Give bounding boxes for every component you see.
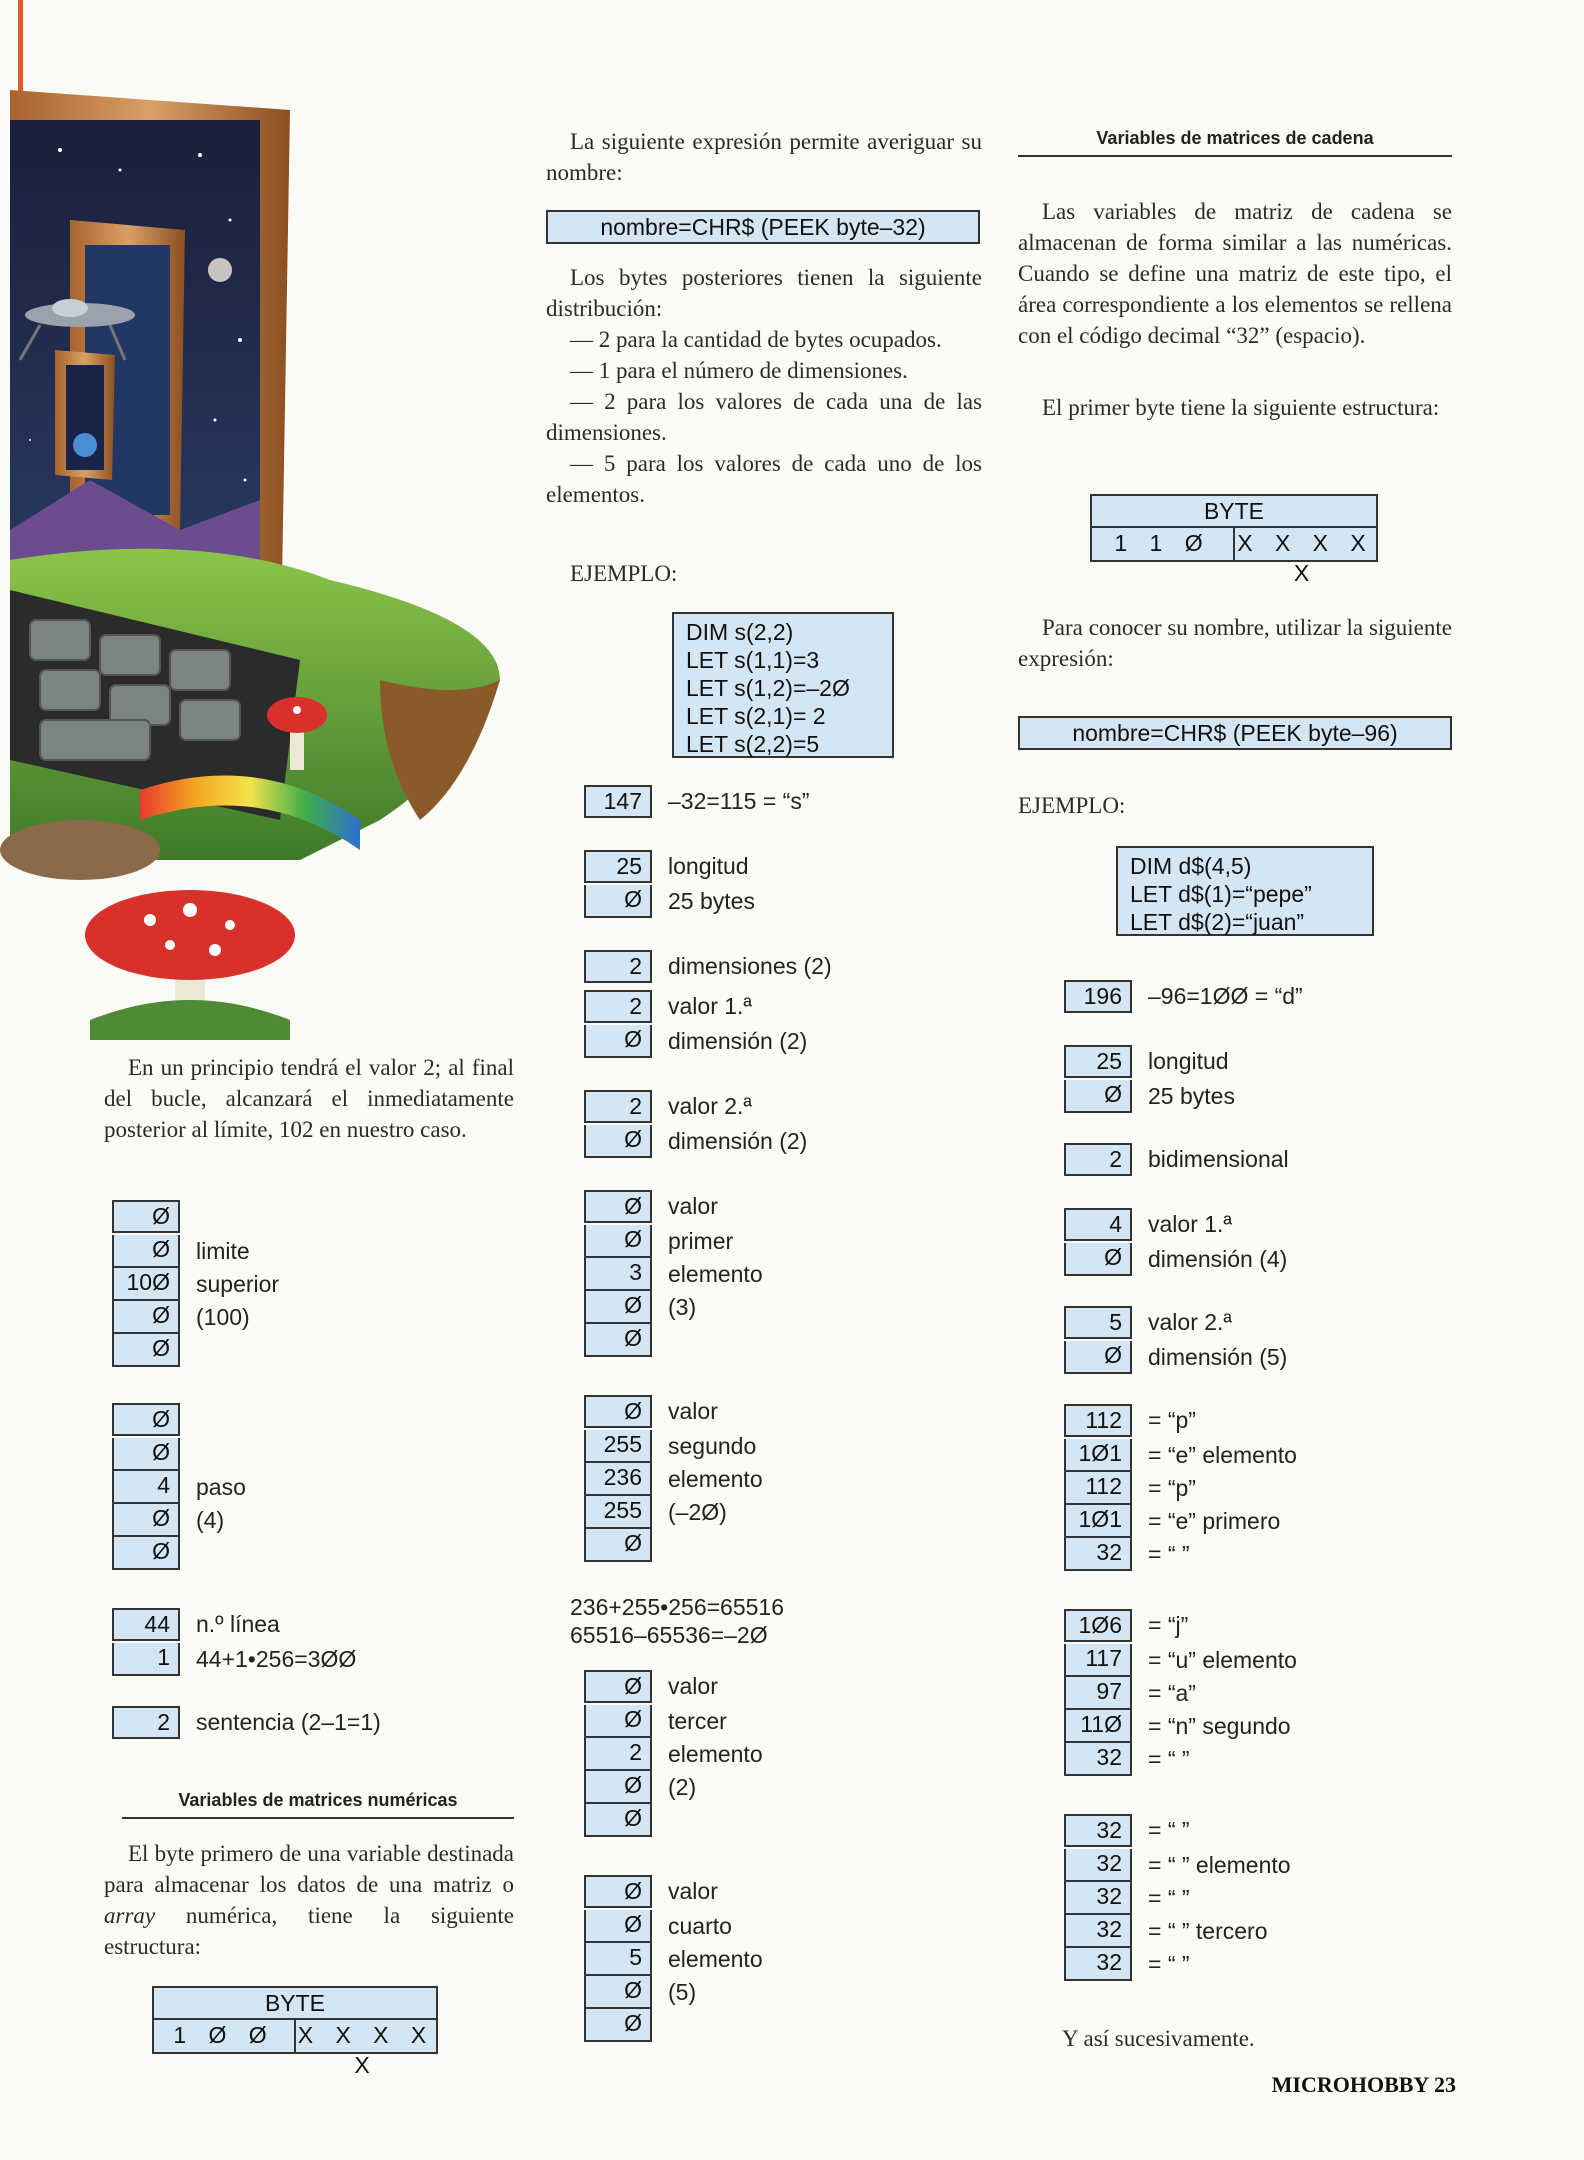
line-number-byte-block [112, 1608, 512, 1676]
byte-label: dimensión (2) [668, 1128, 808, 1154]
byte-value-cell: Ø [112, 1334, 180, 1367]
byte-row [1064, 1243, 1464, 1276]
byte-box-name-bits: X X X X X [1237, 530, 1374, 586]
byte-row [584, 1529, 984, 1562]
code-line: LET s(1,1)=3 [686, 647, 820, 673]
byte-label: = “p” [1148, 1407, 1196, 1433]
byte-value-cell: Ø [584, 1804, 652, 1837]
byte-row [1064, 1143, 1464, 1178]
list-item: — 1 para el número de dimensiones. [570, 358, 908, 383]
moon [208, 258, 232, 282]
byte-value-cell: 25 [584, 850, 652, 883]
byte-label: (3) [668, 1294, 697, 1320]
array-length-byte-block [584, 850, 984, 918]
byte-label: = “a” [1148, 1680, 1196, 1706]
byte-label: paso [196, 1474, 246, 1500]
page-number: 23 [1434, 2072, 1456, 2097]
byte-row [1064, 1439, 1464, 1472]
byte-row [584, 1943, 984, 1976]
byte-value-cell: Ø [584, 2009, 652, 2042]
byte-row [584, 850, 984, 885]
list-item: — 2 para los valores de cada una de las dimensiones. [546, 389, 982, 445]
byte-row [112, 1643, 512, 1676]
left-paragraph-2 [104, 1838, 514, 1962]
element-2-byte-block [584, 1395, 984, 1562]
byte-value-cell: 1 [112, 1643, 180, 1676]
byte-row [112, 1438, 512, 1471]
right-paragraph-2: El primer byte tiene la siguiente estructura: [1042, 395, 1440, 420]
byte-row [584, 885, 984, 918]
byte-row [1064, 1472, 1464, 1505]
byte-value-cell: 32 [1064, 1948, 1132, 1981]
byte-row [1064, 1341, 1464, 1374]
string-dimension-1-byte-block [1064, 1208, 1464, 1276]
byte-row [112, 1301, 512, 1334]
byte-value-cell: 32 [1064, 1814, 1132, 1847]
byte-value-cell: Ø [112, 1438, 180, 1471]
right-paragraph-1: Las variables de matriz de cadena se almacenan de forma similar a las numéricas. Cuando se define una matriz de este tipo, el área correspondiente a los elementos se rellena con el código decimal “32” (espacio). [1018, 199, 1452, 348]
step-byte-block [112, 1403, 512, 1570]
byte-value-cell: Ø [584, 885, 652, 918]
byte-label: = “e” elemento [1148, 1442, 1297, 1468]
byte-label: tercer [668, 1708, 727, 1734]
byte-label: valor [668, 1398, 718, 1424]
byte-value-cell: Ø [1064, 1341, 1132, 1374]
byte-label: elemento [668, 1261, 763, 1287]
byte-value-cell: Ø [584, 1190, 652, 1223]
byte-label: 25 bytes [668, 888, 755, 914]
element-4-byte-block [584, 1875, 984, 2042]
byte-row [112, 1471, 512, 1504]
byte-value-cell: 4 [112, 1471, 180, 1504]
byte-row [112, 1403, 512, 1438]
byte-value-cell: 2 [112, 1706, 180, 1739]
byte-row [112, 1334, 512, 1367]
string-dimension-2-byte-block [1064, 1306, 1464, 1374]
byte-box-fixed-bits: 1 1 Ø [1092, 528, 1235, 560]
byte-label: = “e” primero [1148, 1508, 1281, 1534]
byte-row [1064, 1208, 1464, 1243]
byte-value-cell: 10Ø [112, 1268, 180, 1301]
byte-value-cell: Ø [584, 1976, 652, 2009]
byte-row [584, 1738, 984, 1771]
right-code-example [1116, 846, 1374, 936]
byte-value-cell: Ø [584, 1771, 652, 1804]
byte-label: = “ ” [1148, 1817, 1190, 1843]
byte-row [1064, 1538, 1464, 1571]
byte-value-cell: Ø [584, 1875, 652, 1908]
byte-value-cell: 32 [1064, 1849, 1132, 1882]
byte-value-cell: Ø [584, 1125, 652, 1158]
byte-row [584, 990, 984, 1025]
byte-label: elemento [668, 1946, 763, 1972]
byte-row [584, 1258, 984, 1291]
byte-row [112, 1504, 512, 1537]
byte-row [584, 950, 984, 985]
byte-label: limite [196, 1238, 250, 1264]
byte-label: dimensión (2) [668, 1028, 808, 1054]
byte-row [1064, 1814, 1464, 1849]
code-line: LET s(2,1)= 2 [686, 703, 826, 729]
byte-value-cell: Ø [584, 1025, 652, 1058]
byte-label: = “ ” tercero [1148, 1918, 1268, 1944]
byte-value-cell: 2 [584, 1090, 652, 1123]
byte-label: cuarto [668, 1913, 732, 1939]
byte-value-cell: 25 [1064, 1045, 1132, 1078]
byte-row [584, 1291, 984, 1324]
byte-value-cell: 196 [1064, 980, 1132, 1013]
byte-row [584, 1705, 984, 1738]
byte-value-cell: 236 [584, 1463, 652, 1496]
dimension-2-byte-block [584, 1090, 984, 1158]
byte-value-cell: 255 [584, 1430, 652, 1463]
middle-paragraph-2: Los bytes posteriores tienen la siguiente distribución: [546, 265, 982, 321]
byte-label: dimensiones (2) [668, 953, 832, 979]
byte-row [1064, 1677, 1464, 1710]
byte-row [1064, 1882, 1464, 1915]
byte-label: = “ ” [1148, 1951, 1190, 1977]
byte-value-cell: Ø [112, 1403, 180, 1436]
byte-value-cell: 255 [584, 1496, 652, 1529]
code-line: LET d$(1)=“pepe” [1130, 881, 1312, 907]
middle-code-example [672, 612, 894, 758]
byte-label: bidimensional [1148, 1146, 1289, 1172]
middle-code-name-expression: nombre=CHR$ (PEEK byte–32) [546, 210, 980, 244]
right-example-label: EJEMPLO: [1018, 793, 1126, 818]
left-heading: Variables de matrices numéricas [122, 1790, 514, 1819]
page-footer [1272, 2072, 1456, 2098]
byte-label: longitud [1148, 1048, 1229, 1074]
byte-value-cell: Ø [1064, 1243, 1132, 1276]
byte-label: = “ ” elemento [1148, 1852, 1291, 1878]
byte-box-name-bits: X X X X X [297, 2022, 435, 2078]
byte-row [1064, 1710, 1464, 1743]
string-name-byte-block [1064, 980, 1464, 1015]
byte-label: elemento [668, 1466, 763, 1492]
byte-value-cell: 44 [112, 1608, 180, 1641]
byte-value-cell: 5 [584, 1943, 652, 1976]
list-item: — 2 para la cantidad de bytes ocupados. [570, 327, 942, 352]
numeric-array-byte-box [152, 1986, 438, 2078]
byte-row [584, 1976, 984, 2009]
byte-label: longitud [668, 853, 749, 879]
byte-label: valor 1.ª [668, 993, 752, 1019]
closing-text: Y así sucesivamente. [1062, 2026, 1255, 2051]
byte-value-cell: 3 [584, 1258, 652, 1291]
byte-label: (–2Ø) [668, 1499, 727, 1525]
string-element-2-byte-block [1064, 1609, 1464, 1776]
byte-row [584, 785, 984, 820]
byte-row [1064, 1306, 1464, 1341]
byte-value-cell: 32 [1064, 1743, 1132, 1776]
byte-row [112, 1268, 512, 1301]
array-name-byte-block [584, 785, 984, 820]
byte-box-title: BYTE [1092, 496, 1376, 528]
byte-label: dimensión (5) [1148, 1344, 1288, 1370]
byte-value-cell: Ø [1064, 1080, 1132, 1113]
byte-value-cell: Ø [112, 1301, 180, 1334]
bidimensional-byte-block [1064, 1143, 1464, 1178]
byte-value-cell: Ø [584, 1670, 652, 1703]
byte-value-cell: Ø [584, 1529, 652, 1562]
byte-value-cell: 117 [1064, 1644, 1132, 1677]
sentence-byte-block [112, 1706, 512, 1741]
byte-row [584, 1496, 984, 1529]
byte-label: = “ ” [1148, 1746, 1190, 1772]
byte-row [1064, 1609, 1464, 1644]
byte-row [584, 1430, 984, 1463]
byte-label: segundo [668, 1433, 757, 1459]
middle-paragraph-1: La siguiente expresión permite averiguar su nombre: [546, 129, 982, 185]
byte-value-cell: 32 [1064, 1882, 1132, 1915]
byte-row [584, 1125, 984, 1158]
string-length-byte-block [1064, 1045, 1464, 1113]
byte-row [1064, 1644, 1464, 1677]
moth [0, 820, 160, 880]
byte-row [584, 1190, 984, 1225]
byte-label: (4) [196, 1507, 225, 1533]
byte-label: valor 1.ª [1148, 1211, 1232, 1237]
code-line: LET d$(2)=“juan” [1130, 909, 1305, 935]
byte-value-cell: Ø [584, 1705, 652, 1738]
formula-line-2: 65516–65536=–2Ø [570, 1622, 768, 1648]
byte-row [584, 1875, 984, 1910]
dimension-1-byte-block [584, 990, 984, 1058]
dimensions-byte-block [584, 950, 984, 985]
byte-label: valor 2.ª [668, 1093, 752, 1119]
byte-label: (100) [196, 1304, 250, 1330]
byte-value-cell: Ø [112, 1537, 180, 1570]
code-line: LET s(2,2)=5 [686, 731, 820, 757]
byte-value-cell: 2 [584, 950, 652, 983]
byte-label: valor [668, 1193, 718, 1219]
middle-example-label: EJEMPLO: [570, 561, 678, 586]
list-item: — 5 para los valores de cada uno de los elementos. [546, 451, 982, 507]
byte-label: valor 2.ª [1148, 1309, 1232, 1335]
byte-row [584, 1463, 984, 1496]
byte-row [1064, 980, 1464, 1015]
byte-value-cell: 112 [1064, 1472, 1132, 1505]
byte-label: = “p” [1148, 1475, 1196, 1501]
byte-row [112, 1235, 512, 1268]
right-code-name-expression: nombre=CHR$ (PEEK byte–96) [1018, 716, 1452, 750]
code-line: DIM d$(4,5) [1130, 853, 1252, 879]
byte-value-cell: Ø [584, 1225, 652, 1258]
string-element-3-byte-block [1064, 1814, 1464, 1981]
byte-value-cell: 97 [1064, 1677, 1132, 1710]
byte-row [1064, 1915, 1464, 1948]
byte-value-cell: 1Ø6 [1064, 1609, 1132, 1642]
bytes-distribution-list [546, 324, 982, 510]
string-array-byte-box [1090, 494, 1378, 586]
byte-label: = “ ” [1148, 1541, 1190, 1567]
byte-row [1064, 1948, 1464, 1981]
byte-value-cell: Ø [112, 1200, 180, 1233]
byte-label: 25 bytes [1148, 1083, 1235, 1109]
byte-label: elemento [668, 1741, 763, 1767]
byte-value-cell: Ø [112, 1235, 180, 1268]
byte-label: sentencia (2–1=1) [196, 1709, 381, 1735]
byte-box-fixed-bits: 1 Ø Ø [154, 2020, 296, 2052]
byte-label: (5) [668, 1979, 697, 2005]
byte-row [112, 1537, 512, 1570]
byte-row [584, 1324, 984, 1357]
byte-row [584, 1804, 984, 1837]
byte-row [584, 1670, 984, 1705]
element-1-byte-block [584, 1190, 984, 1357]
byte-value-cell: 1Ø1 [1064, 1439, 1132, 1472]
byte-row [112, 1608, 512, 1643]
code-line: DIM s(2,2) [686, 619, 794, 645]
byte-label: = “n” segundo [1148, 1713, 1291, 1739]
left-paragraph-1: En un principio tendrá el valor 2; al final del bucle, alcanzará el inmediatamente posterior al límite, 102 en nuestro caso. [104, 1055, 514, 1142]
byte-row [584, 1025, 984, 1058]
element-3-byte-block [584, 1670, 984, 1837]
byte-label: valor [668, 1673, 718, 1699]
formula-line-1: 236+255•256=65516 [570, 1594, 784, 1620]
byte-value-cell: 147 [584, 785, 652, 818]
byte-row [584, 2009, 984, 2042]
earth [73, 433, 97, 457]
byte-value-cell: Ø [584, 1324, 652, 1357]
right-paragraph-3: Para conocer su nombre, utilizar la siguiente expresión: [1018, 615, 1452, 671]
byte-row [584, 1225, 984, 1258]
byte-label: = “u” elemento [1148, 1647, 1297, 1673]
byte-row [584, 1771, 984, 1804]
byte-label: 44+1•256=3ØØ [196, 1646, 357, 1672]
byte-row [1064, 1080, 1464, 1113]
byte-box-title: BYTE [154, 1988, 436, 2020]
byte-value-cell: Ø [112, 1504, 180, 1537]
byte-row [1064, 1404, 1464, 1439]
byte-value-cell: 5 [1064, 1306, 1132, 1339]
byte-label: dimensión (4) [1148, 1246, 1288, 1272]
byte-row [112, 1706, 512, 1741]
byte-value-cell: 112 [1064, 1404, 1132, 1437]
byte-value-cell: 4 [1064, 1208, 1132, 1241]
byte-value-cell: Ø [584, 1910, 652, 1943]
byte-value-cell: 2 [584, 1738, 652, 1771]
byte-row [584, 1090, 984, 1125]
magazine-name: MICROHOBBY [1271, 2072, 1429, 2097]
byte-label: superior [196, 1271, 280, 1297]
byte-value-cell: 1Ø1 [1064, 1505, 1132, 1538]
byte-row [1064, 1505, 1464, 1538]
byte-row [112, 1200, 512, 1235]
byte-label: (2) [668, 1774, 697, 1800]
byte-value-cell: 32 [1064, 1915, 1132, 1948]
byte-value-cell: Ø [584, 1395, 652, 1428]
byte-label: –32=115 = “s” [668, 788, 810, 814]
byte-value-cell: 2 [584, 990, 652, 1023]
space-illustration [0, 60, 520, 1040]
byte-value-cell: 32 [1064, 1538, 1132, 1571]
byte-row [1064, 1849, 1464, 1882]
byte-label: primer [668, 1228, 734, 1254]
byte-value-cell: 11Ø [1064, 1710, 1132, 1743]
byte-label: n.º línea [196, 1611, 280, 1637]
byte-row [1064, 1743, 1464, 1776]
byte-row [584, 1910, 984, 1943]
byte-row [584, 1395, 984, 1430]
byte-value-cell: Ø [584, 1291, 652, 1324]
byte-row [1064, 1045, 1464, 1080]
illustration-svg [0, 60, 520, 1040]
byte-label: = “ ” [1148, 1885, 1190, 1911]
right-heading: Variables de matrices de cadena [1018, 128, 1452, 157]
byte-label: –96=1ØØ = “d” [1148, 983, 1303, 1009]
code-line: LET s(1,2)=–2Ø [686, 675, 850, 701]
limit-byte-block [112, 1200, 512, 1367]
string-element-1-byte-block [1064, 1404, 1464, 1571]
left-paragraph-2-text: El byte primero de una variable destinada para almacenar los datos de una matriz o array numérica, tiene la siguiente estructura: [104, 1841, 514, 1959]
byte-label: = “j” [1148, 1612, 1189, 1638]
byte-value-cell: 2 [1064, 1143, 1132, 1176]
byte-label: valor [668, 1878, 718, 1904]
italic-term: array [104, 1903, 156, 1928]
